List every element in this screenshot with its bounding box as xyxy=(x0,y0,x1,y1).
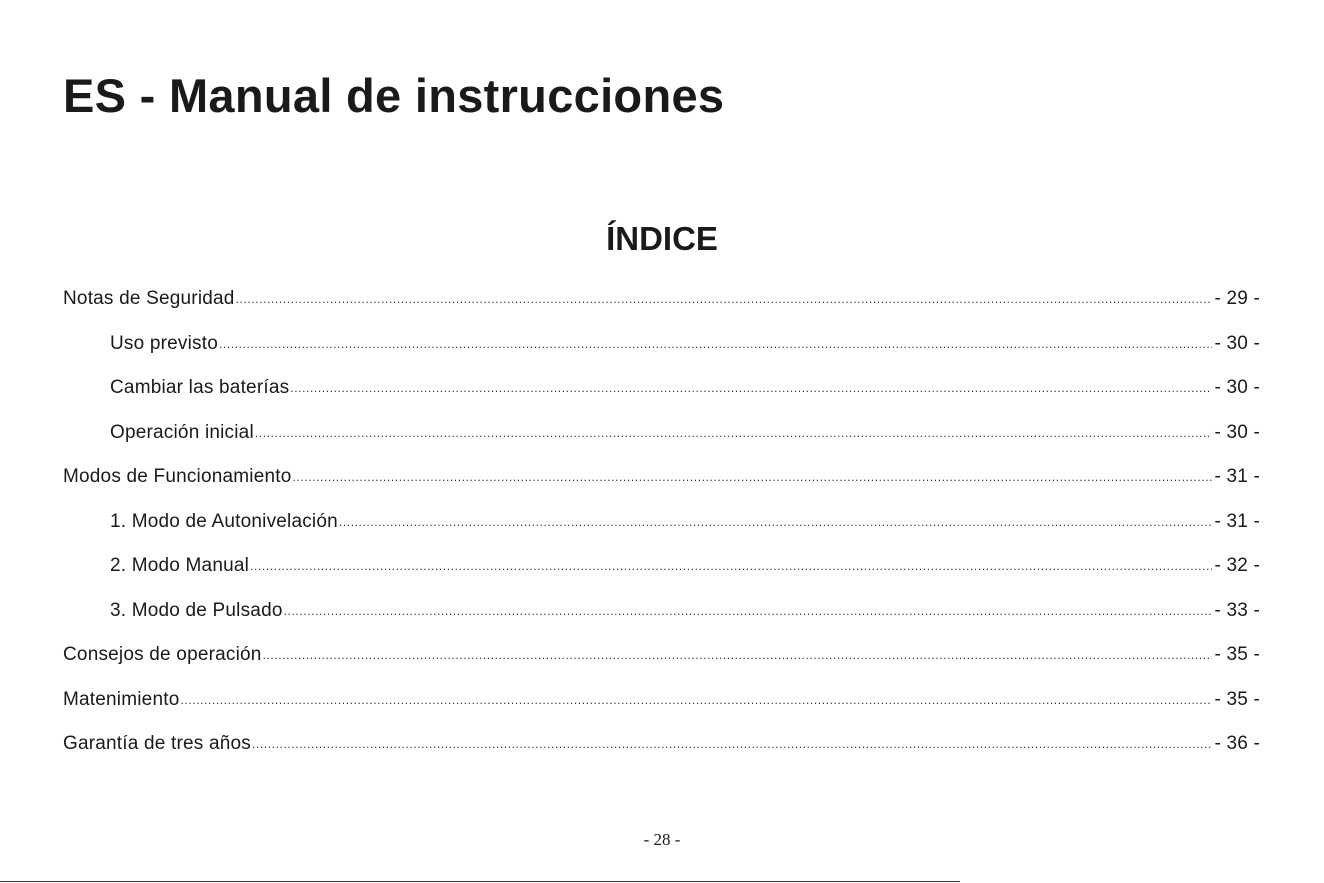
toc-entry-matenimiento[interactable] xyxy=(63,689,1260,734)
toc-dot-leader xyxy=(339,510,1213,532)
toc-entry-modos-de-funcionamiento[interactable] xyxy=(63,466,1260,511)
toc-entry-label: Notas de Seguridad xyxy=(63,288,235,309)
toc-entry-label: Consejos de operación xyxy=(63,644,262,665)
toc-entry-modo-de-pulsado[interactable] xyxy=(63,600,1260,645)
toc-entry-modo-manual[interactable] xyxy=(63,555,1260,600)
toc-entry-page: - 32 - xyxy=(1214,555,1260,576)
toc-entry-page: - 35 - xyxy=(1214,688,1260,710)
toc-dot-leader xyxy=(293,465,1213,487)
toc-entry-page: - 30 - xyxy=(1214,421,1260,443)
toc-dot-leader xyxy=(290,376,1212,398)
toc-entry-label: Uso previsto xyxy=(110,332,218,354)
toc-dot-leader xyxy=(255,421,1213,443)
footer-rule xyxy=(0,881,960,882)
toc-dot-leader xyxy=(236,287,1213,309)
toc-entry-cambiar-las-baterias[interactable] xyxy=(63,377,1260,422)
toc-entry-operacion-inicial[interactable] xyxy=(63,422,1260,467)
toc-heading: ÍNDICE xyxy=(606,220,718,257)
toc-entry-label: Matenimiento xyxy=(63,688,180,710)
toc-dot-leader xyxy=(180,688,1212,710)
toc-entry-page: - 31 - xyxy=(1214,510,1260,532)
toc-entry-uso-previsto[interactable] xyxy=(63,333,1260,378)
toc-entry-label: Garantía de tres años xyxy=(63,733,251,754)
toc-dot-leader xyxy=(263,643,1213,665)
toc-dot-leader xyxy=(252,732,1212,754)
toc-entry-label: Operación inicial xyxy=(110,421,254,443)
table-of-contents xyxy=(63,288,1260,778)
toc-entry-label: Cambiar las baterías xyxy=(110,377,290,398)
toc-entry-page: - 36 - xyxy=(1214,733,1260,754)
toc-dot-leader xyxy=(219,332,1212,354)
toc-dot-leader xyxy=(250,554,1212,576)
toc-entry-label: 2. Modo Manual xyxy=(110,555,250,576)
toc-entry-page: - 31 - xyxy=(1214,466,1260,487)
toc-entry-notas-de-seguridad[interactable] xyxy=(63,288,1260,333)
toc-entry-label: 1. Modo de Autonivelación xyxy=(110,510,338,532)
toc-entry-page: - 29 - xyxy=(1214,288,1260,309)
document-title: ES - Manual de instrucciones xyxy=(63,69,725,122)
page-number: - 28 - xyxy=(643,830,681,849)
toc-entry-modo-autonivelacion[interactable] xyxy=(63,511,1260,556)
toc-entry-label: 3. Modo de Pulsado xyxy=(110,599,283,621)
toc-dot-leader xyxy=(284,599,1213,621)
toc-entry-page: - 33 - xyxy=(1214,599,1260,621)
toc-entry-page: - 35 - xyxy=(1214,644,1260,665)
toc-entry-consejos-de-operacion[interactable] xyxy=(63,644,1260,689)
toc-entry-garantia[interactable] xyxy=(63,733,1260,778)
toc-entry-page: - 30 - xyxy=(1214,332,1260,354)
toc-entry-label: Modos de Funcionamiento xyxy=(63,466,292,487)
toc-entry-page: - 30 - xyxy=(1214,377,1260,398)
